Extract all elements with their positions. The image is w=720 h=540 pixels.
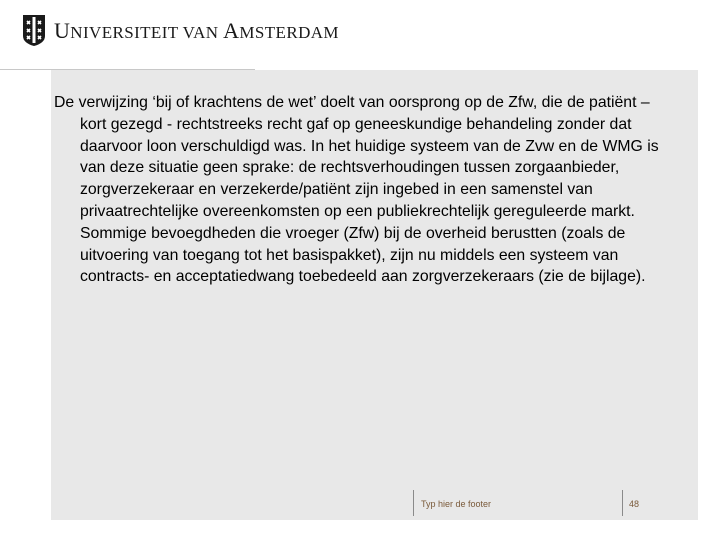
header [0,0,720,70]
body-paragraph: De verwijzing ‘bij of krachtens de wet’ doelt van oorsprong op de Zfw, die de patiënt – kort gezegd - rechtstreeks recht gaf op geneeskundige behandeling zonder dat daarvoor loon verschuldigd was. In het huidige systeem van de Zvw en de WMG is van deze situatie geen sprake: de rechtsverhoudingen tussen zorgaanbieder, zorgverzekeraar en verzekerde/patiënt zijn ingebed in een samenstel van privaatrechtelijke overeenkomsten op een publiekrechtelijk gereguleerde markt. Sommige bevoegdheden die vroeger (Zfw) bij de overheid berustten (zoals de uitvoering van toegang tot het basispakket), zijn nu middels een systeem van contracts- en acceptatiedwang toebedeeld aan zorgverzekeraars (zie de bijlage). [54,94,659,286]
footer-divider-right [622,490,623,516]
university-logo-text: UNIVERSITEIT VAN AMSTERDAM [54,18,339,43]
uva-seal-icon [22,14,46,47]
slide-content-area [51,70,698,520]
page-number: 48 [629,499,640,509]
footer-text: Typ hier de footer [421,499,492,509]
footer-divider-left [413,490,414,516]
